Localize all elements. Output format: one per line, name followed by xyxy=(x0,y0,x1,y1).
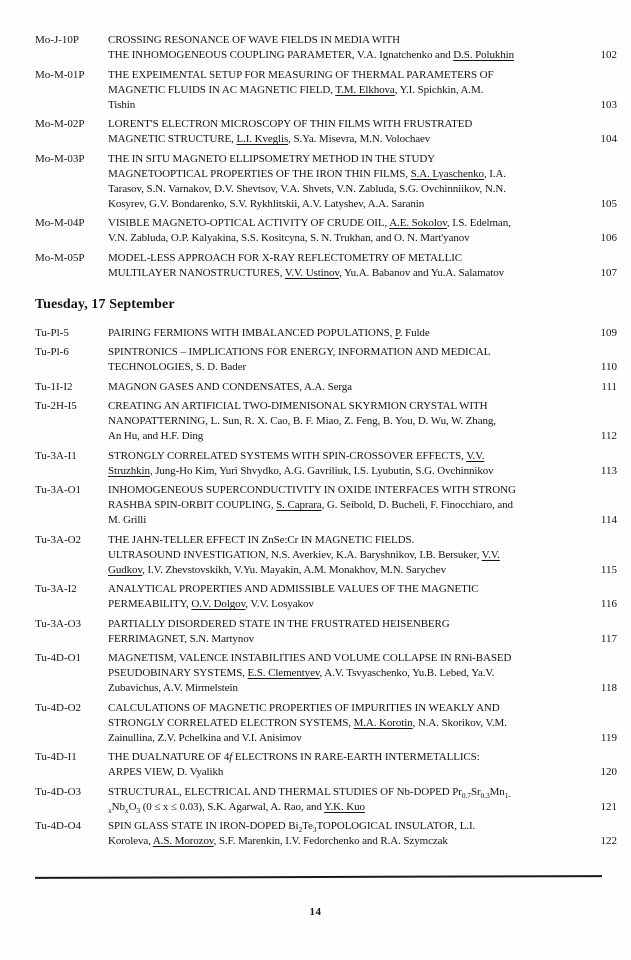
entry-line: MAGNETIC STRUCTURE, L.I. Kveglis, S.Ya. Misevra, M.N. Volochaev xyxy=(108,133,431,145)
entry-line: FERRIMAGNET, S.N. Martynov xyxy=(108,632,255,645)
entry-line: STRONGLY CORRELATED ELECTRON SYSTEMS, M.A. Korotin, N.A. Skorikov, V.M. xyxy=(108,716,507,729)
day-heading: Tuesday, 17 September xyxy=(35,296,175,312)
session-code: Tu-4D-O1 xyxy=(35,652,82,664)
entry-line: CALCULATIONS OF MAGNETIC PROPERTIES OF IMPURITIES IN WEAKLY AND xyxy=(108,701,500,714)
session-code: Tu-Pl-6 xyxy=(35,346,69,358)
session-code: Mo-M-03P xyxy=(35,152,85,165)
session-code: Mo-M-02P xyxy=(35,118,85,130)
entry-line: THE EXPEIMENTAL SETUP FOR MEASURING OF THERMAL PARAMETERS OF xyxy=(108,68,494,81)
entry-line: THE JAHN-TELLER EFFECT IN ZnSe:Cr IN MAGNETIC FIELDS. xyxy=(108,533,415,546)
session-code: Mo-M-04P xyxy=(35,217,85,229)
entry-line: STRUCTURAL, ELECTRICAL AND THERMAL STUDIES OF Nb-DOPED $Pr_{0.7}Sr_{0.3}Mn_{1-}$ xyxy=(108,785,511,800)
entry-title-authors xyxy=(108,582,573,612)
session-code: Tu-3A-O1 xyxy=(35,484,82,496)
entry-line: NANOPATTERNING, L. Sun, R. X. Cao, B. F. Miao, Z. Feng, B. You, D. Wu, W. Zhang, xyxy=(108,415,496,427)
program-entry xyxy=(35,152,617,212)
entry-line: VISIBLE MAGNETO-OPTICAL ACTIVITY OF CRUDE OIL, A.E. Sokolov, I.S. Edelman, xyxy=(108,217,511,229)
program-entry xyxy=(35,651,617,696)
entry-page-number: 122 xyxy=(600,835,617,847)
session-code: Tu-4D-I1 xyxy=(35,751,77,763)
entry-page-number: 117 xyxy=(600,632,617,645)
entry-line: MAGNETOOPTICAL PROPERTIES OF THE IRON THIN FILMS, S.A. Lyaschenko, I.A. xyxy=(108,167,506,180)
session-code: Tu-4D-O3 xyxy=(35,785,82,798)
entry-line: MAGNETIC FLUIDS IN AC MAGNETIC FIELD, T.M. Elkhova, Y.I. Spichkin, A.M. xyxy=(108,83,484,96)
entry-page-number: 104 xyxy=(600,133,617,145)
entry-line: $_xNb_xO_3$ (0 ≤ x ≤ 0.03), S.K. Agarwal, A. Rao, and Y.K. Kuo xyxy=(108,800,365,815)
entry-page-number: 118 xyxy=(600,682,617,694)
program-entry xyxy=(35,819,617,849)
session-code: Tu-3A-O3 xyxy=(35,617,82,630)
program-entry xyxy=(35,399,617,444)
entry-line: PSEUDOBINARY SYSTEMS, E.S. Clementyev, A.V. Tsvyaschenko, Yu.B. Lebed, Ya.V. xyxy=(108,667,495,679)
entry-title-authors xyxy=(108,483,573,528)
entry-line: Zainullina, Z.V. Pchelkina and V.I. Anisimov xyxy=(108,731,302,744)
program-entry xyxy=(35,33,617,63)
program-entry xyxy=(35,582,617,612)
entry-line: PAIRING FERMIONS WITH IMBALANCED POPULATIONS, P. Fulde xyxy=(108,326,430,339)
entry-line: CREATING AN ARTIFICIAL TWO-DIMENISONAL SKYRMION CRYSTAL WITH xyxy=(108,400,488,412)
entry-line: Koroleva, A.S. Morozov, S.F. Marenkin, I.V. Fedorchenko and R.A. Szymczak xyxy=(108,835,448,847)
entry-page-number: 106 xyxy=(600,232,617,244)
entry-page-number: 115 xyxy=(600,563,617,576)
entry-title-authors xyxy=(108,216,573,246)
entry-title-authors xyxy=(108,785,573,815)
session-code: Tu-3A-I2 xyxy=(35,583,77,595)
program-entry xyxy=(35,216,617,246)
session-code: Tu-2H-I5 xyxy=(35,400,77,412)
entry-page-number: 103 xyxy=(600,98,617,111)
entry-title-authors xyxy=(108,449,573,479)
entry-title-authors xyxy=(108,33,573,63)
footer-rule xyxy=(35,875,602,879)
entry-line: SPINTRONICS – IMPLICATIONS FOR ENERGY, INFORMATION AND MEDICAL xyxy=(108,346,491,358)
entry-line: Kosyrev, G.V. Bondarenko, S.V. Rykhlitskii, A.V. Latyshev, A.A. Saranin xyxy=(108,197,425,210)
entry-line: ULTRASOUND INVESTIGATION, N.S. Averkiev, K.A. Baryshnikov, I.B. Bersuker, V.V. xyxy=(108,548,500,561)
program-entry xyxy=(35,380,617,395)
session-code: Tu-1I-I2 xyxy=(35,380,73,393)
entry-line: Gudkov, I.V. Zhevstovskikh, V.Yu. Mayakin, A.M. Monakhov, M.N. Sarychev xyxy=(108,563,446,576)
program-entry xyxy=(35,533,617,578)
program-entry xyxy=(35,750,617,780)
entry-page-number: 113 xyxy=(600,464,617,477)
entry-page-number: 105 xyxy=(600,197,617,210)
entry-page-number: 119 xyxy=(600,731,617,744)
session-code: Tu-3A-O2 xyxy=(35,533,82,546)
session-code: Mo-M-01P xyxy=(35,68,85,81)
entry-page-number: 121 xyxy=(600,800,617,813)
program-entry xyxy=(35,483,617,528)
entry-line: M. Grilli xyxy=(108,514,147,526)
entry-title-authors xyxy=(108,152,573,212)
entry-line: Tarasov, S.N. Varnakov, D.V. Shevtsov, V.A. Shvets, V.N. Zabluda, S.G. Ovchinniikov, N.N. xyxy=(108,182,506,195)
session-code: Mo-M-05P xyxy=(35,251,85,264)
entry-line: INHOMOGENEOUS SUPERCONDUCTIVITY IN OXIDE INTERFACES WITH STRONG xyxy=(108,484,516,496)
entry-title-authors xyxy=(108,399,573,444)
entry-title-authors xyxy=(108,380,573,395)
session-code: Tu-4D-O4 xyxy=(35,820,82,832)
entry-line: STRONGLY CORRELATED SYSTEMS WITH SPIN-CROSSOVER EFFECTS, V.V. xyxy=(108,449,485,462)
entry-title-authors xyxy=(108,326,573,341)
entry-title-authors xyxy=(108,750,573,780)
entry-page-number: 107 xyxy=(600,266,617,279)
program-entry xyxy=(35,701,617,746)
entry-line: MODEL-LESS APPROACH FOR X-RAY REFLECTOMETRY OF METALLIC xyxy=(108,251,463,264)
program-entry xyxy=(35,617,617,647)
entry-line: An Hu, and H.F. Ding xyxy=(108,430,204,442)
entry-title-authors xyxy=(108,617,573,647)
program-entry xyxy=(35,345,617,375)
entry-line: ARPES VIEW, D. Vyalikh xyxy=(108,766,224,778)
program-entry xyxy=(35,251,617,281)
entry-title-authors xyxy=(108,819,573,849)
entry-line: TECHNOLOGIES, S. D. Bader xyxy=(108,361,247,373)
entry-line: PARTIALLY DISORDERED STATE IN THE FRUSTRATED HEISENBERG xyxy=(108,617,450,630)
program-entry xyxy=(35,326,617,341)
entry-line: LORENT'S ELECTRON MICROSCOPY OF THIN FILMS WITH FRUSTRATED xyxy=(108,118,473,130)
session-code: Tu-Pl-5 xyxy=(35,326,69,339)
entry-line: PERMEABILITY, O.V. Dolgov, V.V. Losyakov xyxy=(108,598,314,610)
entry-line: Struzhkin, Jung-Ho Kim, Yuri Shvydko, A.G. Gavriliuk, I.S. Lyubutin, S.G. Ovchinnikov xyxy=(108,464,494,477)
entry-page-number: 114 xyxy=(600,514,617,526)
entry-page-number: 110 xyxy=(600,361,617,373)
page-number: 14 xyxy=(309,906,322,918)
session-code: Mo-J-10P xyxy=(35,34,80,46)
entry-line: Zubavichus, A.V. Mirmelstein xyxy=(108,682,238,694)
session-code: Tu-3A-I1 xyxy=(35,449,77,462)
entry-page-number: 120 xyxy=(600,766,617,778)
entry-line: THE INHOMOGENEOUS COUPLING PARAMETER, V.A. Ignatchenko and D.S. Polukhin xyxy=(108,49,515,61)
entry-title-authors xyxy=(108,651,573,696)
entry-line: THE DUALNATURE OF 4f ELECTRONS IN RARE-EARTH INTERMETALLICS: xyxy=(108,751,480,763)
entry-title-authors xyxy=(108,345,573,375)
entry-title-authors xyxy=(108,68,573,113)
entry-title-authors xyxy=(108,533,573,578)
entry-page-number: 102 xyxy=(600,49,617,61)
entry-line: SPIN GLASS STATE IN IRON-DOPED $Bi_2Te_3TOPOLOGICAL$ INSULATOR, L.I. xyxy=(108,820,476,835)
entry-line: Tishin xyxy=(108,98,136,111)
entry-title-authors xyxy=(108,251,573,281)
entry-line: MULTILAYER NANOSTRUCTURES, V.V. Ustinov, Yu.A. Babanov and Yu.A. Salamatov xyxy=(108,266,505,279)
program-entry xyxy=(35,117,617,147)
program-entry xyxy=(35,68,617,113)
program-entry xyxy=(35,785,617,815)
entry-line: MAGNETISM, VALENCE INSTABILITIES AND VOLUME COLLAPSE IN RNi-BASED xyxy=(108,652,512,664)
program-entry xyxy=(35,449,617,479)
entry-line: CROSSING RESONANCE OF WAVE FIELDS IN MEDIA WITH xyxy=(108,34,401,46)
entry-line: V.N. Zabluda, O.P. Kalyakina, S.S. Kositcyna, S. N. Trukhan, and O. N. Mart'yanov xyxy=(108,232,470,244)
entry-page-number: 116 xyxy=(600,598,617,610)
entry-line: ANALYTICAL PROPERTIES AND ADMISSIBLE VALUES OF THE MAGNETIC xyxy=(108,583,479,595)
entry-line: THE IN SITU MAGNETO ELLIPSOMETRY METHOD IN THE STUDY xyxy=(108,152,436,165)
entry-title-authors xyxy=(108,701,573,746)
program-list xyxy=(35,33,617,854)
entry-line: RASHBA SPIN-ORBIT COUPLING, S. Caprara, G. Seibold, D. Bucheli, F. Finocchiaro, and xyxy=(108,499,513,511)
entry-line: MAGNON GASES AND CONDENSATES, A.A. Serga xyxy=(108,380,352,393)
entry-page-number: 109 xyxy=(600,326,617,339)
entry-title-authors xyxy=(108,117,573,147)
session-code: Tu-4D-O2 xyxy=(35,701,82,714)
entry-page-number: 112 xyxy=(600,430,617,442)
entry-page-number: 111 xyxy=(601,380,617,393)
